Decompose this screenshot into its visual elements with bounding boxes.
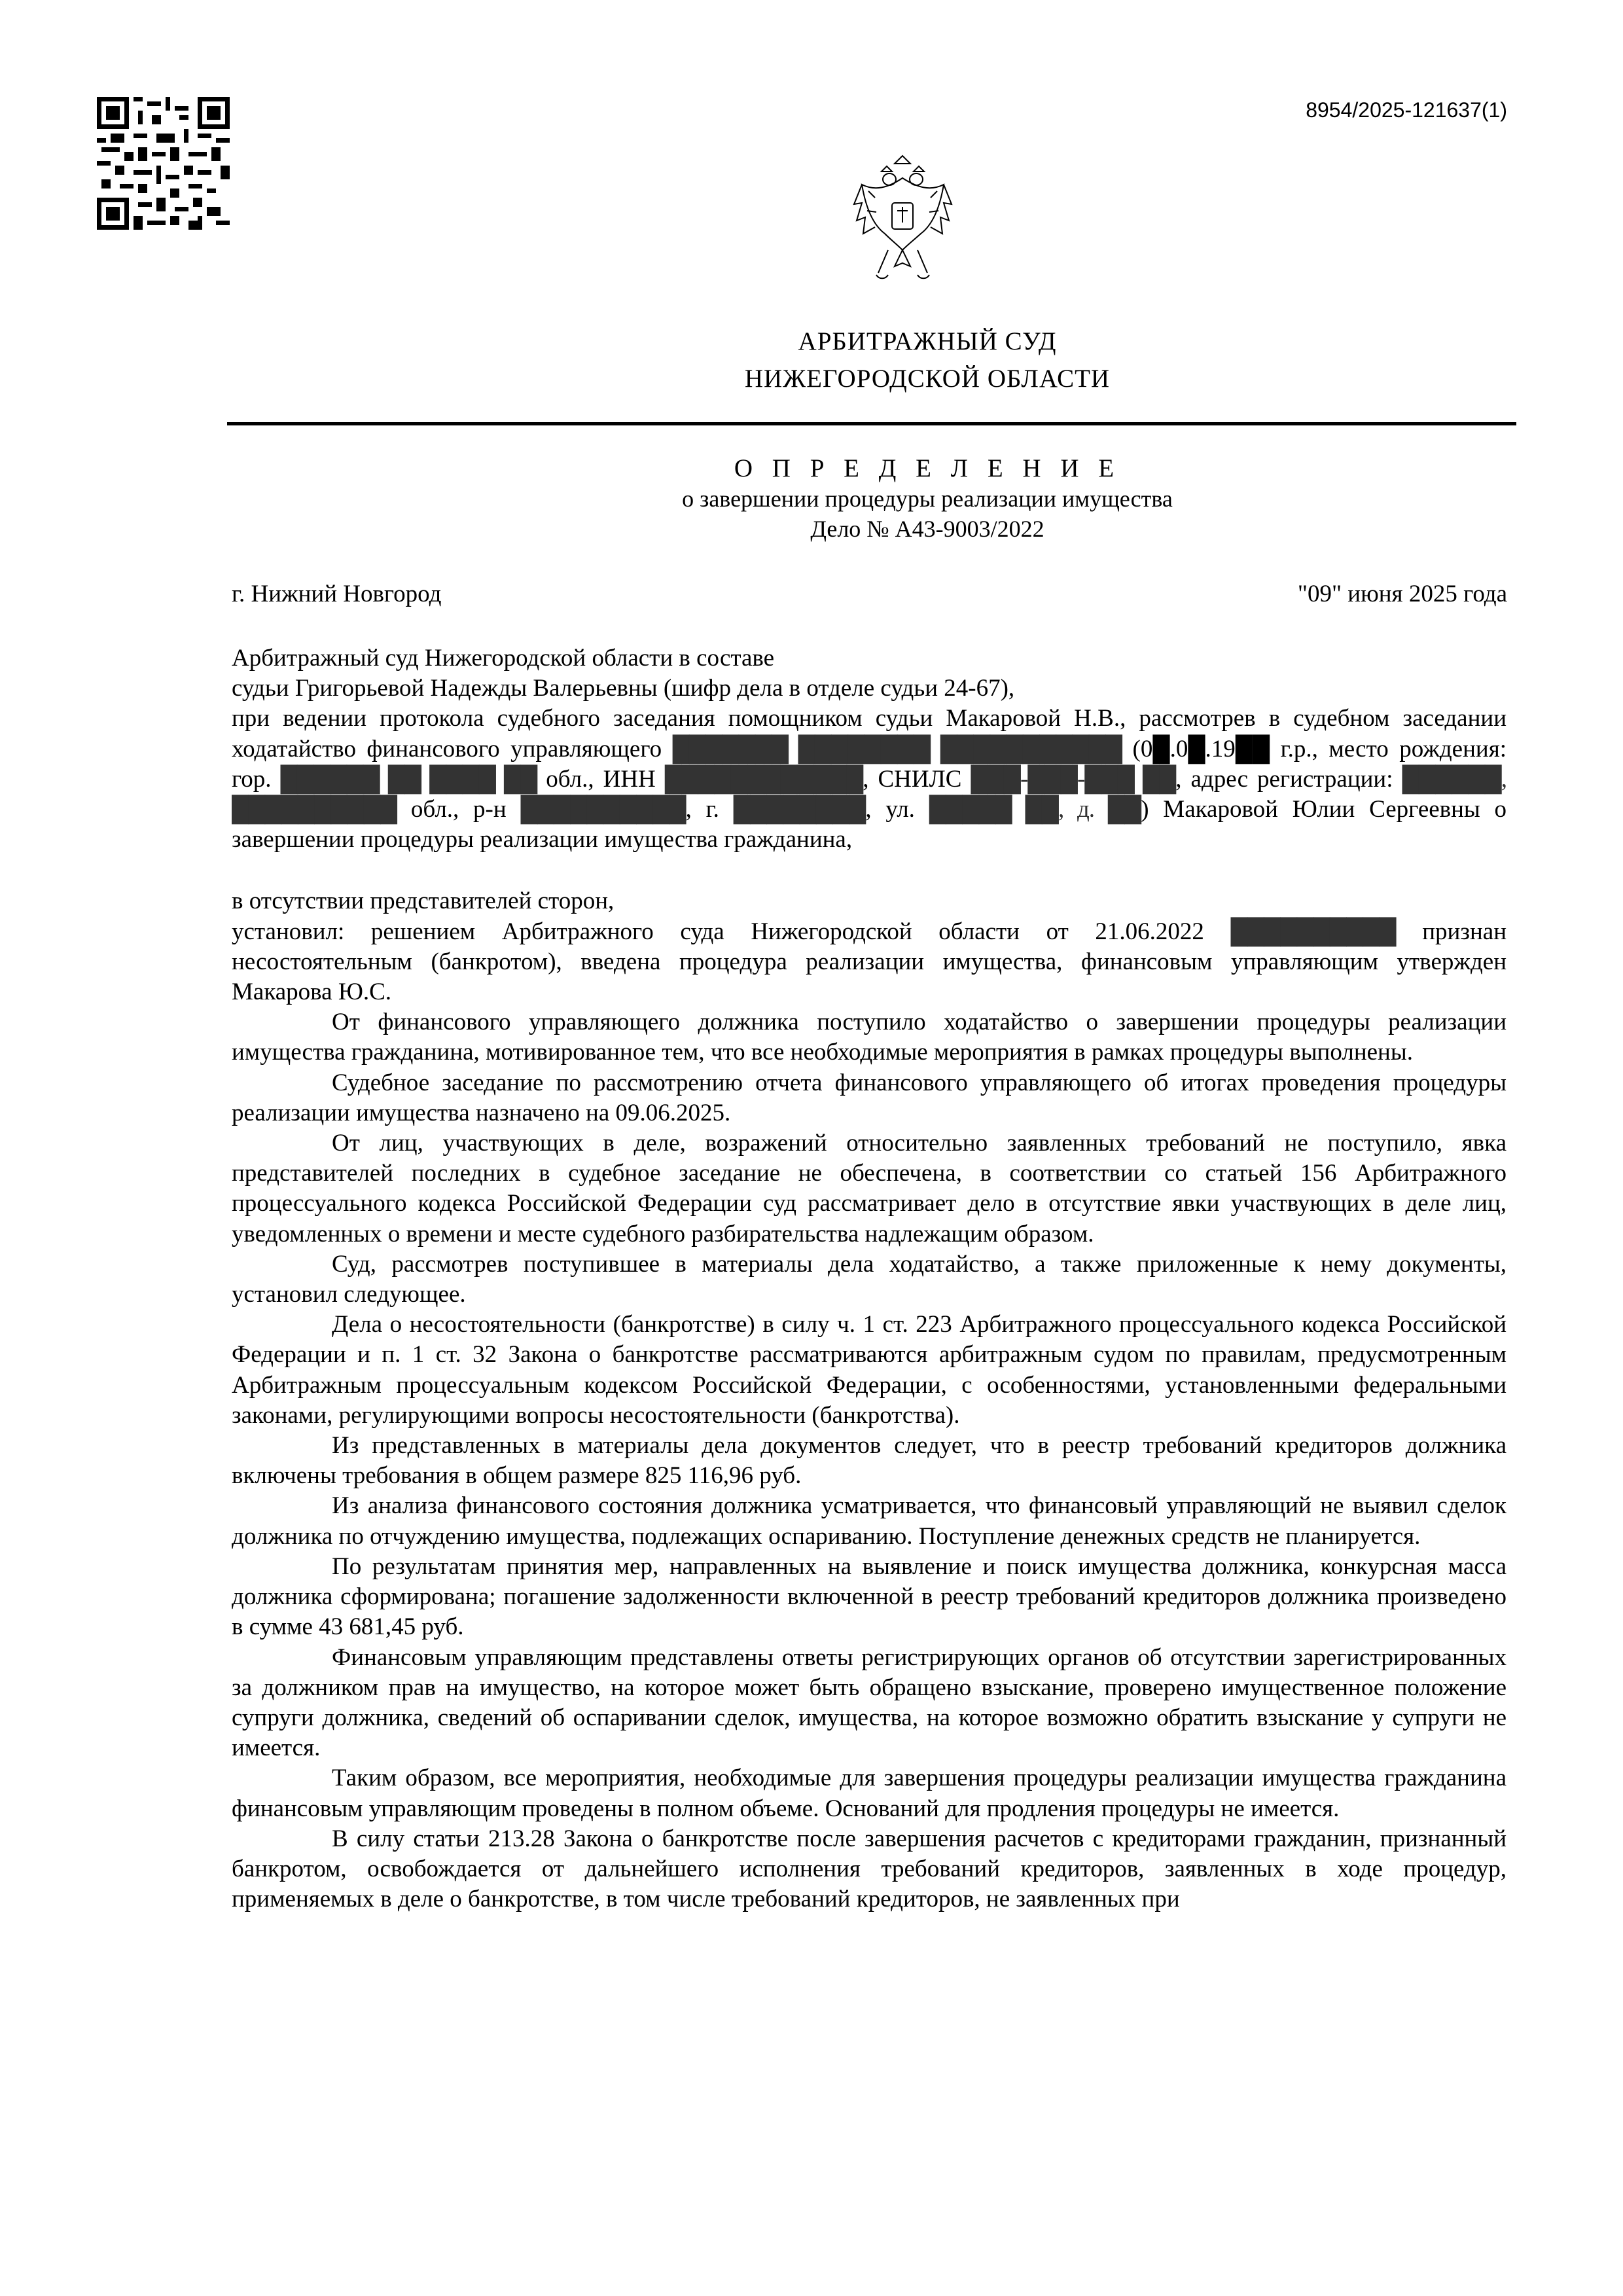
- paragraph: От финансового управляющего должника поступило ходатайство о завершении процедуры реализации имущества гражданина, мотивированное тем, что все необходимые мероприятия в рамках процедуры выполнены.: [232, 1009, 1507, 1066]
- paragraph: Дела о несостоятельности (банкротстве) в силу ч. 1 ст. 223 Арбитражного процессуального кодекса Российской Федерации и п. 1 ст. 32 Закона о банкротстве рассматриваются арбитражным судом по правилам, предусмотренным Арбитражным процессуальным кодексом Российской Федерации, с особенностями, установленными федеральными законами, регулирующими вопросы несостоятельности (банкротства).: [232, 1311, 1507, 1429]
- redacted-address: ██████, ██████████: [232, 765, 1507, 823]
- paragraph-parties: при ведении протокола судебного заседания помощником судьи Макаровой Н.В., рассмотрев в судебном заседании ходатайство финансового управляющего ███████ ████████ ███████████ (0█.0█.19██ г.р., место рождения: гор. ██████ ██ ████ ██ обл., ИНН ████████████, СНИЛС ███-███-███ ██, адрес регистрации: ██████, ██████████ обл., р-н ██████████, г. ████████, ул. █████ ██, д. ██) Макаровой Юлии Сергеевны о завершении процедуры реализации имущества гражданина,: [232, 705, 1507, 853]
- paragraph: Из представленных в материалы дела документов следует, что в реестр требований кредиторов должника включены требования в общем размере 825 116,96 руб.: [232, 1432, 1507, 1490]
- paragraph: Таким образом, все мероприятия, необходимые для завершения процедуры реализации имущества гражданина финансовым управляющим проведены в полном объеме. Оснований для продления процедуры не имеется.: [232, 1765, 1507, 1822]
- paragraph: Финансовым управляющим представлены ответы регистрирующих органов об отсутствии зарегистрированных за должником прав на имущество, на которое может быть обращено взыскание, проверено имущественное положение супруги должника, сведений об оспаривании сделок, имущества, на которое возможно обратить взыскание у супруги не имеется.: [232, 1643, 1507, 1762]
- redacted-debtor: ██████████: [1230, 918, 1396, 945]
- paragraph: в отсутствии представителей сторон,: [232, 888, 615, 915]
- paragraph: Из анализа финансового состояния должника усматривается, что финансовый управляющий не выявил сделок должника по отчуждению имущества, подлежащих оспариванию. Поступление денежных средств не планируется.: [232, 1492, 1507, 1550]
- paragraph: В силу статьи 213.28 Закона о банкротстве после завершения расчетов с кредиторами гражданин, признанный банкротом, освобождается от дальнейшего исполнения требований кредиторов, заявленных в ходе процедур, применяемых в деле о банкротстве, в том числе требований кредиторов, не заявленных при: [232, 1825, 1507, 1913]
- document-reference-number: 8954/2025-121637(1): [1306, 98, 1507, 122]
- redacted-city: ████████: [733, 796, 866, 823]
- document-subject: о завершении процедуры реализации имущества: [682, 486, 1173, 512]
- case-number: Дело № А43-9003/2022: [810, 516, 1044, 542]
- document-heading: [0, 454, 1623, 544]
- paragraph: судьи Григорьевой Надежды Валерьевны (шифр дела в отделе судьи 24-67),: [232, 675, 1015, 702]
- paragraph: От лиц, участвующих в деле, возражений относительно заявленных требований не поступило, явка представителей последних в судебное заседание не обеспечена, в соответствии со статьей 156 Арбитражного процессуального кодекса Российской Федерации суд рассматривает дело в отсутствие явки участвующих в деле лиц, уведомленных о времени и месте судебного разбирательства надлежащим образом.: [232, 1130, 1507, 1247]
- redacted-district: ██████████: [520, 796, 686, 823]
- court-name: [0, 323, 1623, 397]
- redacted-birthplace: ██████ ██ ████ ██: [280, 765, 537, 793]
- date-of-issue: "09" июня 2025 года: [1297, 581, 1507, 607]
- paragraph: Суд, рассмотрев поступившее в материалы дела ходатайство, а также приложенные к нему документы, установил следующее.: [232, 1250, 1507, 1308]
- redacted-snils: ███-███-███ ██: [971, 765, 1176, 793]
- header-divider: [227, 422, 1516, 425]
- paragraph: Арбитражный суд Нижегородской области в составе: [232, 645, 775, 672]
- russian-coat-of-arms-icon: [849, 152, 957, 291]
- redacted-inn: ████████████: [664, 765, 863, 793]
- court-name-line-2: НИЖЕГОРОДСКОЙ ОБЛАСТИ: [744, 365, 1111, 393]
- redacted-name: ███████ ████████ ███████████: [672, 735, 1122, 762]
- document-body: [232, 643, 1507, 1914]
- court-name-line-1: АРБИТРАЖНЫЙ СУД: [798, 327, 1057, 355]
- paragraph: По результатам принятия мер, направленных на выявление и поиск имущества должника, конкурсная масса должника сформирована; погашение задолженности включенной в реестр требований кредиторов должника произведено в сумме 43 681,45 руб.: [232, 1552, 1507, 1641]
- qr-code-icon: [97, 97, 230, 230]
- redacted-street: █████ ██, д. ██: [929, 796, 1141, 823]
- paragraph-established: установил: решением Арбитражного суда Нижегородской области от 21.06.2022 ██████████ признан несостоятельным (банкротом), введена процедура реализации имущества, финансовым управляющим утвержден Макарова Ю.С.: [232, 918, 1507, 1006]
- document-type: О П Р Е Д Е Л Е Н И Е: [734, 454, 1121, 482]
- paragraph: Судебное заседание по рассмотрению отчета финансового управляющего об итогах проведения процедуры реализации имущества назначено на 09.06.2025.: [232, 1069, 1507, 1126]
- place-of-issue: г. Нижний Новгород: [232, 581, 442, 607]
